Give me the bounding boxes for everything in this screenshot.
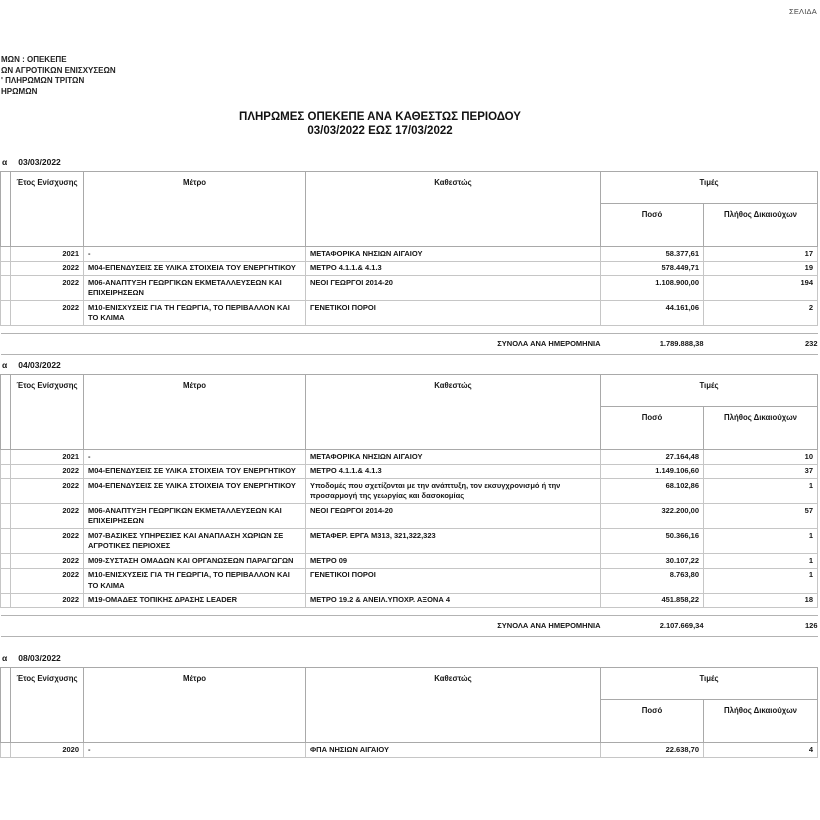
- col-header-measure: Μέτρο: [84, 172, 306, 247]
- totals-beneficiaries-cell: 126: [704, 616, 818, 637]
- regime-cell: ΜΕΤΡΟ 19.2 & ΑΝΕΙΛ.ΥΠΟΧΡ. ΑΞΟΝΑ 4: [306, 593, 601, 608]
- cut-column-header: [1, 172, 11, 247]
- regime-cell: ΝΕΟΙ ΓΕΩΡΓΟΙ 2014-20: [306, 504, 601, 529]
- report-period: 03/03/2022 ΕΩΣ 17/03/2022: [307, 125, 453, 137]
- totals-row: [1, 616, 818, 637]
- year-cell: 2022: [11, 464, 84, 479]
- regime-cell: Υποδομές που σχετίζονται με την ανάπτυξη, τον εκσυγχρονισμό ή την προσαρμογή της γεωργίας και δασοκομίας: [306, 479, 601, 504]
- day-section-2: [0, 360, 820, 653]
- org-line: ΜΩΝ : ΟΠΕΚΕΠΕ: [1, 55, 67, 64]
- col-header-values: Τιμές: [601, 172, 818, 204]
- org-header-block: [1, 55, 116, 97]
- table-row: [1, 276, 818, 301]
- year-cell: 2022: [11, 554, 84, 569]
- beneficiaries-cell: 19: [704, 261, 818, 276]
- totals-amount-cell: 2.107.669,34: [601, 616, 704, 637]
- cut-cell: [1, 479, 11, 504]
- table-row: [1, 479, 818, 504]
- measure-cell: Μ04-ΕΠΕΝΔΥΣΕΙΣ ΣΕ ΥΛΙΚΑ ΣΤΟΙΧΕΙΑ ΤΟΥ ΕΝΕΡΓΗΤΙΚΟΥ: [84, 479, 306, 504]
- date-prefix: α: [2, 653, 8, 663]
- cut-cell: [1, 529, 11, 554]
- cut-cell: [1, 450, 11, 465]
- totals-beneficiaries-cell: 232: [704, 334, 818, 355]
- table-row: [1, 261, 818, 276]
- cut-cell: [1, 743, 11, 758]
- spacer-row: [1, 608, 818, 616]
- col-header-amount: Ποσό: [601, 204, 704, 247]
- table-row: [1, 554, 818, 569]
- section-date: 08/03/2022: [18, 653, 61, 663]
- year-cell: 2022: [11, 261, 84, 276]
- date-prefix: α: [2, 360, 8, 370]
- regime-cell: ΜΕΤΑΦΟΡΙΚΑ ΝΗΣΙΩΝ ΑΙΓΑΙΟΥ: [306, 247, 601, 262]
- table-header: [1, 668, 818, 743]
- table-row: [1, 301, 818, 326]
- amount-cell: 322.200,00: [601, 504, 704, 529]
- year-cell: 2022: [11, 568, 84, 593]
- cut-cell: [1, 593, 11, 608]
- table-row: [1, 568, 818, 593]
- payments-table: [0, 171, 818, 355]
- measure-cell: Μ04-ΕΠΕΝΔΥΣΕΙΣ ΣΕ ΥΛΙΚΑ ΣΤΟΙΧΕΙΑ ΤΟΥ ΕΝΕΡΓΗΤΙΚΟΥ: [84, 464, 306, 479]
- amount-cell: 50.366,16: [601, 529, 704, 554]
- col-header-measure: Μέτρο: [84, 668, 306, 743]
- cut-cell: [1, 554, 11, 569]
- measure-cell: -: [84, 743, 306, 758]
- col-header-regime: Καθεστώς: [306, 375, 601, 450]
- page-number-label: ΣΕΛΙΔΑ: [789, 7, 817, 16]
- measure-cell: Μ09-ΣΥΣΤΑΣΗ ΟΜΑΔΩΝ ΚΑΙ ΟΡΓΑΝΩΣΕΩΝ ΠΑΡΑΓΩΓΩΝ: [84, 554, 306, 569]
- table-row: [1, 450, 818, 465]
- beneficiaries-cell: 17: [704, 247, 818, 262]
- date-prefix: α: [2, 157, 8, 167]
- payments-table: [0, 374, 818, 637]
- col-header-year: Έτος Ενίσχυσης: [11, 172, 84, 247]
- measure-cell: Μ06-ΑΝΑΠΤΥΞΗ ΓΕΩΡΓΙΚΩΝ ΕΚΜΕΤΑΛΛΕΥΣΕΩΝ ΚΑΙ ΕΠΙΧΕΙΡΗΣΕΩΝ: [84, 276, 306, 301]
- measure-cell: Μ04-ΕΠΕΝΔΥΣΕΙΣ ΣΕ ΥΛΙΚΑ ΣΤΟΙΧΕΙΑ ΤΟΥ ΕΝΕΡΓΗΤΙΚΟΥ: [84, 261, 306, 276]
- amount-cell: 1.149.106,60: [601, 464, 704, 479]
- year-cell: 2022: [11, 593, 84, 608]
- measure-cell: -: [84, 450, 306, 465]
- day-date-label: [2, 653, 61, 663]
- table-row: [1, 593, 818, 608]
- amount-cell: 58.377,61: [601, 247, 704, 262]
- col-header-beneficiaries: Πλήθος Δικαιούχων: [704, 204, 818, 247]
- beneficiaries-cell: 1: [704, 529, 818, 554]
- amount-cell: 451.858,22: [601, 593, 704, 608]
- measure-cell: Μ10-ΕΝΙΣΧΥΣΕΙΣ ΓΙΑ ΤΗ ΓΕΩΡΓΙΑ, ΤΟ ΠΕΡΙΒΑΛΛΟΝ ΚΑΙ ΤΟ ΚΛΙΜΑ: [84, 301, 306, 326]
- amount-cell: 68.102,86: [601, 479, 704, 504]
- day-section-1: [0, 157, 820, 360]
- cut-cell: [1, 301, 11, 326]
- col-header-amount: Ποσό: [601, 407, 704, 450]
- payments-table: [0, 667, 818, 758]
- org-line: ΗΡΩΜΩΝ: [1, 86, 38, 96]
- cut-column-header: [1, 375, 11, 450]
- col-header-beneficiaries: Πλήθος Δικαιούχων: [704, 700, 818, 743]
- year-cell: 2020: [11, 743, 84, 758]
- cut-cell: [1, 247, 11, 262]
- regime-cell: ΝΕΟΙ ΓΕΩΡΓΟΙ 2014-20: [306, 276, 601, 301]
- regime-cell: ΜΕΤΡΟ 09: [306, 554, 601, 569]
- table-row: [1, 529, 818, 554]
- totals-label: ΣΥΝΟΛΑ ΑΝΑ ΗΜΕΡΟΜΗΝΙΑ: [1, 616, 601, 637]
- section-date: 03/03/2022: [18, 157, 61, 167]
- beneficiaries-cell: 1: [704, 554, 818, 569]
- beneficiaries-cell: 1: [704, 568, 818, 593]
- amount-cell: 1.108.900,00: [601, 276, 704, 301]
- regime-cell: ΜΕΤΑΦΕΡ. ΕΡΓΑ Μ313, 321,322,323: [306, 529, 601, 554]
- col-header-regime: Καθεστώς: [306, 172, 601, 247]
- col-header-beneficiaries: Πλήθος Δικαιούχων: [704, 407, 818, 450]
- beneficiaries-cell: 57: [704, 504, 818, 529]
- beneficiaries-cell: 10: [704, 450, 818, 465]
- totals-label: ΣΥΝΟΛΑ ΑΝΑ ΗΜΕΡΟΜΗΝΙΑ: [1, 334, 601, 355]
- report-title-block: [180, 110, 580, 138]
- cut-cell: [1, 568, 11, 593]
- col-header-measure: Μέτρο: [84, 375, 306, 450]
- beneficiaries-cell: 1: [704, 479, 818, 504]
- table-row: [1, 504, 818, 529]
- cut-cell: [1, 504, 11, 529]
- beneficiaries-cell: 37: [704, 464, 818, 479]
- measure-cell: Μ06-ΑΝΑΠΤΥΞΗ ΓΕΩΡΓΙΚΩΝ ΕΚΜΕΤΑΛΛΕΥΣΕΩΝ ΚΑΙ ΕΠΙΧΕΙΡΗΣΕΩΝ: [84, 504, 306, 529]
- spacer-row: [1, 326, 818, 334]
- spacer-cell: [1, 608, 818, 616]
- year-cell: 2021: [11, 247, 84, 262]
- beneficiaries-cell: 194: [704, 276, 818, 301]
- regime-cell: ΜΕΤΡΟ 4.1.1.& 4.1.3: [306, 464, 601, 479]
- table-header: [1, 375, 818, 450]
- table-row: [1, 743, 818, 758]
- year-cell: 2022: [11, 529, 84, 554]
- amount-cell: 578.449,71: [601, 261, 704, 276]
- cut-cell: [1, 261, 11, 276]
- measure-cell: -: [84, 247, 306, 262]
- regime-cell: ΜΕΤΡΟ 4.1.1.& 4.1.3: [306, 261, 601, 276]
- measure-cell: Μ10-ΕΝΙΣΧΥΣΕΙΣ ΓΙΑ ΤΗ ΓΕΩΡΓΙΑ, ΤΟ ΠΕΡΙΒΑΛΛΟΝ ΚΑΙ ΤΟ ΚΛΙΜΑ: [84, 568, 306, 593]
- org-line: ' ΠΛΗΡΩΜΩΝ ΤΡΙΤΩΝ: [1, 76, 85, 85]
- section-date: 04/03/2022: [18, 360, 61, 370]
- amount-cell: 27.164,48: [601, 450, 704, 465]
- day-date-label: [2, 157, 61, 167]
- col-header-year: Έτος Ενίσχυσης: [11, 375, 84, 450]
- regime-cell: ΓΕΝΕΤΙΚΟΙ ΠΟΡΟΙ: [306, 301, 601, 326]
- year-cell: 2021: [11, 450, 84, 465]
- col-header-amount: Ποσό: [601, 700, 704, 743]
- regime-cell: ΜΕΤΑΦΟΡΙΚΑ ΝΗΣΙΩΝ ΑΙΓΑΙΟΥ: [306, 450, 601, 465]
- col-header-values: Τιμές: [601, 375, 818, 407]
- page-title: ΠΛΗΡΩΜΕΣ ΟΠΕΚΕΠΕ ΑΝΑ ΚΑΘΕΣΤΩΣ ΠΕΡΙΟΔΟΥ: [239, 111, 521, 123]
- year-cell: 2022: [11, 504, 84, 529]
- org-line: ΩΝ ΑΓΡΟΤΙΚΩΝ ΕΝΙΣΧΥΣΕΩΝ: [1, 65, 116, 75]
- totals-amount-cell: 1.789.888,38: [601, 334, 704, 355]
- measure-cell: Μ19-ΟΜΑΔΕΣ ΤΟΠΙΚΗΣ ΔΡΑΣΗΣ LEADER: [84, 593, 306, 608]
- day-section-3: [0, 653, 820, 773]
- regime-cell: ΦΠΑ ΝΗΣΙΩΝ ΑΙΓΑΙΟΥ: [306, 743, 601, 758]
- measure-cell: Μ07-ΒΑΣΙΚΕΣ ΥΠΗΡΕΣΙΕΣ ΚΑΙ ΑΝΑΠΛΑΣΗ ΧΩΡΙΩΝ ΣΕ ΑΓΡΟΤΙΚΕΣ ΠΕΡΙΟΧΕΣ: [84, 529, 306, 554]
- beneficiaries-cell: 18: [704, 593, 818, 608]
- year-cell: 2022: [11, 479, 84, 504]
- amount-cell: 22.638,70: [601, 743, 704, 758]
- year-cell: 2022: [11, 301, 84, 326]
- cut-column-header: [1, 668, 11, 743]
- table-row: [1, 247, 818, 262]
- col-header-regime: Καθεστώς: [306, 668, 601, 743]
- spacer-cell: [1, 326, 818, 334]
- beneficiaries-cell: 4: [704, 743, 818, 758]
- amount-cell: 8.763,80: [601, 568, 704, 593]
- amount-cell: 30.107,22: [601, 554, 704, 569]
- col-header-year: Έτος Ενίσχυσης: [11, 668, 84, 743]
- col-header-values: Τιμές: [601, 668, 818, 700]
- cut-cell: [1, 276, 11, 301]
- table-row: [1, 464, 818, 479]
- totals-row: [1, 334, 818, 355]
- day-date-label: [2, 360, 61, 370]
- regime-cell: ΓΕΝΕΤΙΚΟΙ ΠΟΡΟΙ: [306, 568, 601, 593]
- table-header: [1, 172, 818, 247]
- beneficiaries-cell: 2: [704, 301, 818, 326]
- year-cell: 2022: [11, 276, 84, 301]
- amount-cell: 44.161,06: [601, 301, 704, 326]
- cut-cell: [1, 464, 11, 479]
